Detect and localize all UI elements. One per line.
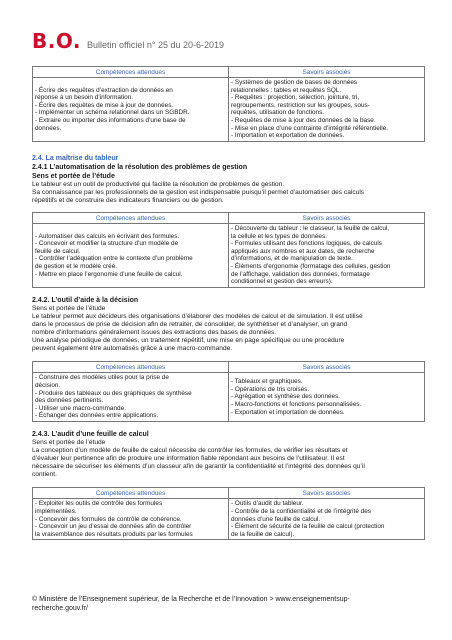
paragraph <box>32 181 424 205</box>
savoir-line: d’informations, et de manipulation de texte. <box>231 255 353 263</box>
section-2-4-3 <box>32 430 424 479</box>
competences-cell <box>33 373 229 422</box>
competence-line: - Concevoir et modifier la structure d’un modèle de <box>35 240 179 248</box>
table-header-competences: Compétences attendues <box>33 67 229 78</box>
table-header-savoirs: Savoirs associés <box>229 213 425 224</box>
competence-line: - Concevoir des formules de contrôle de cohérence. <box>35 515 182 523</box>
competence-line: - Échanger des données entre applications. <box>35 412 159 420</box>
competence-line: décision. <box>35 381 61 389</box>
savoir-line: - Outils d’audit du tableur. <box>231 500 304 508</box>
competence-line: des données pertinents. <box>35 397 104 405</box>
competences-cell <box>33 224 229 288</box>
competence-line: - Automatiser des calculs en écrivant des formules. <box>35 232 180 240</box>
competence-line: - Contrôler l’adéquation entre le contexte d’un problème <box>35 255 193 263</box>
savoir-line: regroupements, restriction sur les groupes, sous- <box>231 101 370 109</box>
section-2-4-2 <box>32 296 424 354</box>
competence-line: - Concevoir un jeu d’essai de données afin de contrôler <box>35 523 192 531</box>
paragraph-line: d’évaluer leur pertinence afin de produire une information fiable répondant aux besoins de l’utilisateur. Il est <box>32 455 345 463</box>
savoir-line: - Macro-fonctions et fonctions personnalisées. <box>231 400 362 408</box>
skills-table-tableur <box>32 212 425 288</box>
skills-table-sql <box>32 66 425 142</box>
bo-logo: B.O. <box>32 29 82 53</box>
table-header-competences: Compétences attendues <box>33 362 229 373</box>
savoir-line: de la feuille de calcul). <box>231 530 295 538</box>
table-header-competences: Compétences attendues <box>33 488 229 499</box>
table-header-competences: Compétences attendues <box>33 213 229 224</box>
paragraph <box>32 313 424 353</box>
savoir-line: appliqués aux nombres et aux dates, de recherche <box>231 247 375 255</box>
footer-copyright <box>32 595 424 613</box>
savoir-line: - Contrôle de la confidentialité et de l’intégrité des <box>231 507 371 515</box>
competence-line: - Exploiter les outils de contrôle des formules <box>35 500 163 508</box>
savoirs-cell <box>229 499 425 540</box>
savoir-line: conditionnel et gestion des erreurs). <box>231 278 333 286</box>
savoir-line: - Éléments d’ergonomie (formatage des cellules, gestion <box>231 263 391 270</box>
bulletin-header <box>32 30 224 52</box>
table-row <box>33 373 425 422</box>
bulletin-title: Bulletin officiel n° 25 du 20-6-2019 <box>87 40 225 50</box>
subsection-scope: Sens et portée de l’étude <box>32 438 106 446</box>
paragraph-line: Une analyse périodique de données, un traitement répétitif, une mise en page spécifique ou une procédure <box>32 337 345 345</box>
paragraph-line: répétitifs et de construire des indicateurs financiers ou de gestion. <box>32 196 224 204</box>
table-header-savoirs: Savoirs associés <box>229 67 425 78</box>
competence-line: données. <box>35 124 62 132</box>
subsection-scope: Sens et portée de l’étude <box>32 172 115 180</box>
paragraph <box>32 447 424 479</box>
savoir-line: la cellule et les types de données. <box>231 232 327 240</box>
competence-line: - Mettre en place l’ergonomie d’une feuille de calcul. <box>35 270 183 278</box>
savoir-line: - Tableaux et graphiques. <box>231 378 303 386</box>
savoirs-cell <box>229 224 425 288</box>
savoir-line: de l’affichage, validation des données, formatage <box>231 270 370 278</box>
competence-line: implémentées. <box>35 507 77 515</box>
table-header-savoirs: Savoirs associés <box>229 488 425 499</box>
savoir-line: - Requêtes : projection, sélection, jointure, tri, <box>231 94 360 102</box>
competences-cell <box>33 78 229 142</box>
competence-line: - Utiliser une macro-commande. <box>35 404 126 412</box>
competence-line: - Extraire ou importer des informations d’une base de <box>35 116 186 124</box>
table-row <box>33 78 425 142</box>
savoir-line: - Importation et exportation de données. <box>231 132 345 140</box>
subsection-title: 2.4.3. L’audit d’une feuille de calcul <box>32 430 149 438</box>
table-row <box>33 224 425 288</box>
skills-table-audit <box>32 487 425 540</box>
footer-line: recherche.gouv.fr/ <box>32 605 88 612</box>
paragraph-line: contient. <box>32 471 57 479</box>
competence-line: la vraisemblance des résultats produits par les formules <box>35 530 193 538</box>
document-body <box>32 66 424 540</box>
savoir-line: - Élément de sécurité de la feuille de calcul (protection <box>231 523 385 531</box>
savoir-line: relationnelles : tables et requêtes SQL. <box>231 86 342 94</box>
paragraph-line: Sa connaissance par les professionnels de la gestion est indispensable puisqu’il permet d’automatiser des calculs <box>32 188 365 196</box>
table-header-savoirs: Savoirs associés <box>229 362 425 373</box>
savoirs-cell <box>229 373 425 422</box>
savoir-line: données d’une feuille de calcul. <box>231 515 321 523</box>
paragraph-line: Le tableur permet aux décideurs des organisations d’élaborer des modèles de calcul et de simulation. Il est utilisé <box>32 312 363 320</box>
savoir-line: - Systèmes de gestion de bases de données <box>231 79 358 86</box>
competence-line: - Construire des modèles utiles pour la prise de <box>35 374 169 382</box>
competence-line: - Implémenter un schéma relationnel dans un SGBDR. <box>35 109 190 117</box>
subsection-title: 2.4.2. L’outil d’aide à la décision <box>32 296 139 304</box>
paragraph-line: La conception d’un modèle de feuille de calcul nécessite de contrôler les formules, de vérifier les résultats et <box>32 447 348 454</box>
competence-line: réponse à un besoin d’information. <box>35 94 134 102</box>
savoir-line: - Opérations de tris croisés. <box>231 385 310 393</box>
savoir-line: - Requêtes de mise à jour des données de la base. <box>231 116 376 124</box>
table-row <box>33 499 425 540</box>
competence-line: - Écrire des requêtes d’extraction de données en <box>35 86 173 94</box>
savoirs-cell <box>229 78 425 142</box>
skills-table-decision <box>32 361 425 422</box>
savoir-line: requêtes, utilisation de fonctions. <box>231 109 325 117</box>
paragraph-line: Le tableur est un outil de productivité qui facilite la résolution de problèmes de gestion. <box>32 180 285 188</box>
competence-line: de gestion et le modèle créé. <box>35 263 118 270</box>
paragraph-line: nécessaire de sécuriser les éléments d’un classeur afin de garantir la confidentialité et l’intégrité des données qu’il <box>32 463 365 471</box>
section-2-4 <box>32 154 424 205</box>
paragraph-line: peuvent également être automatisés grâce à une macro-commande. <box>32 345 233 353</box>
subsection-scope: Sens et portée de l’étude <box>32 304 106 312</box>
section-title: 2.4. La maîtrise du tableur <box>32 154 119 162</box>
competence-line: feuille de calcul. <box>35 247 81 255</box>
paragraph-line: dans le processus de prise de décision afin de retraiter, de consolider, de synthétiser et d’analyser, un grand <box>32 320 348 328</box>
savoir-line: - Découverte du tableur : le classeur, la feuille de calcul, <box>231 225 390 233</box>
competence-line: - Écrire des requêtes de mise à jour de données. <box>35 101 174 109</box>
savoir-line: - Exportation et importation de données. <box>231 408 345 416</box>
competences-cell <box>33 499 229 540</box>
competence-line: - Produire des tableaux ou des graphiques de synthèse <box>35 389 192 397</box>
savoir-line: - Formules utilisant des fonctions logiques, de calculs <box>231 240 382 248</box>
footer-line: © Ministère de l’Enseignement supérieur, de la Recherche et de l’Innovation > www.enseignementsup- <box>32 596 350 603</box>
paragraph-line: nombre d’informations généralement issues des extractions des bases de données. <box>32 329 277 337</box>
subsection-title: 2.4.1 L’automatisation de la résolution des problèmes de gestion <box>32 163 248 171</box>
savoir-line: - Agrégation et synthèse des données. <box>231 393 341 401</box>
savoir-line: - Mise en place d’une contrainte d’intégrité référentielle. <box>231 124 389 132</box>
